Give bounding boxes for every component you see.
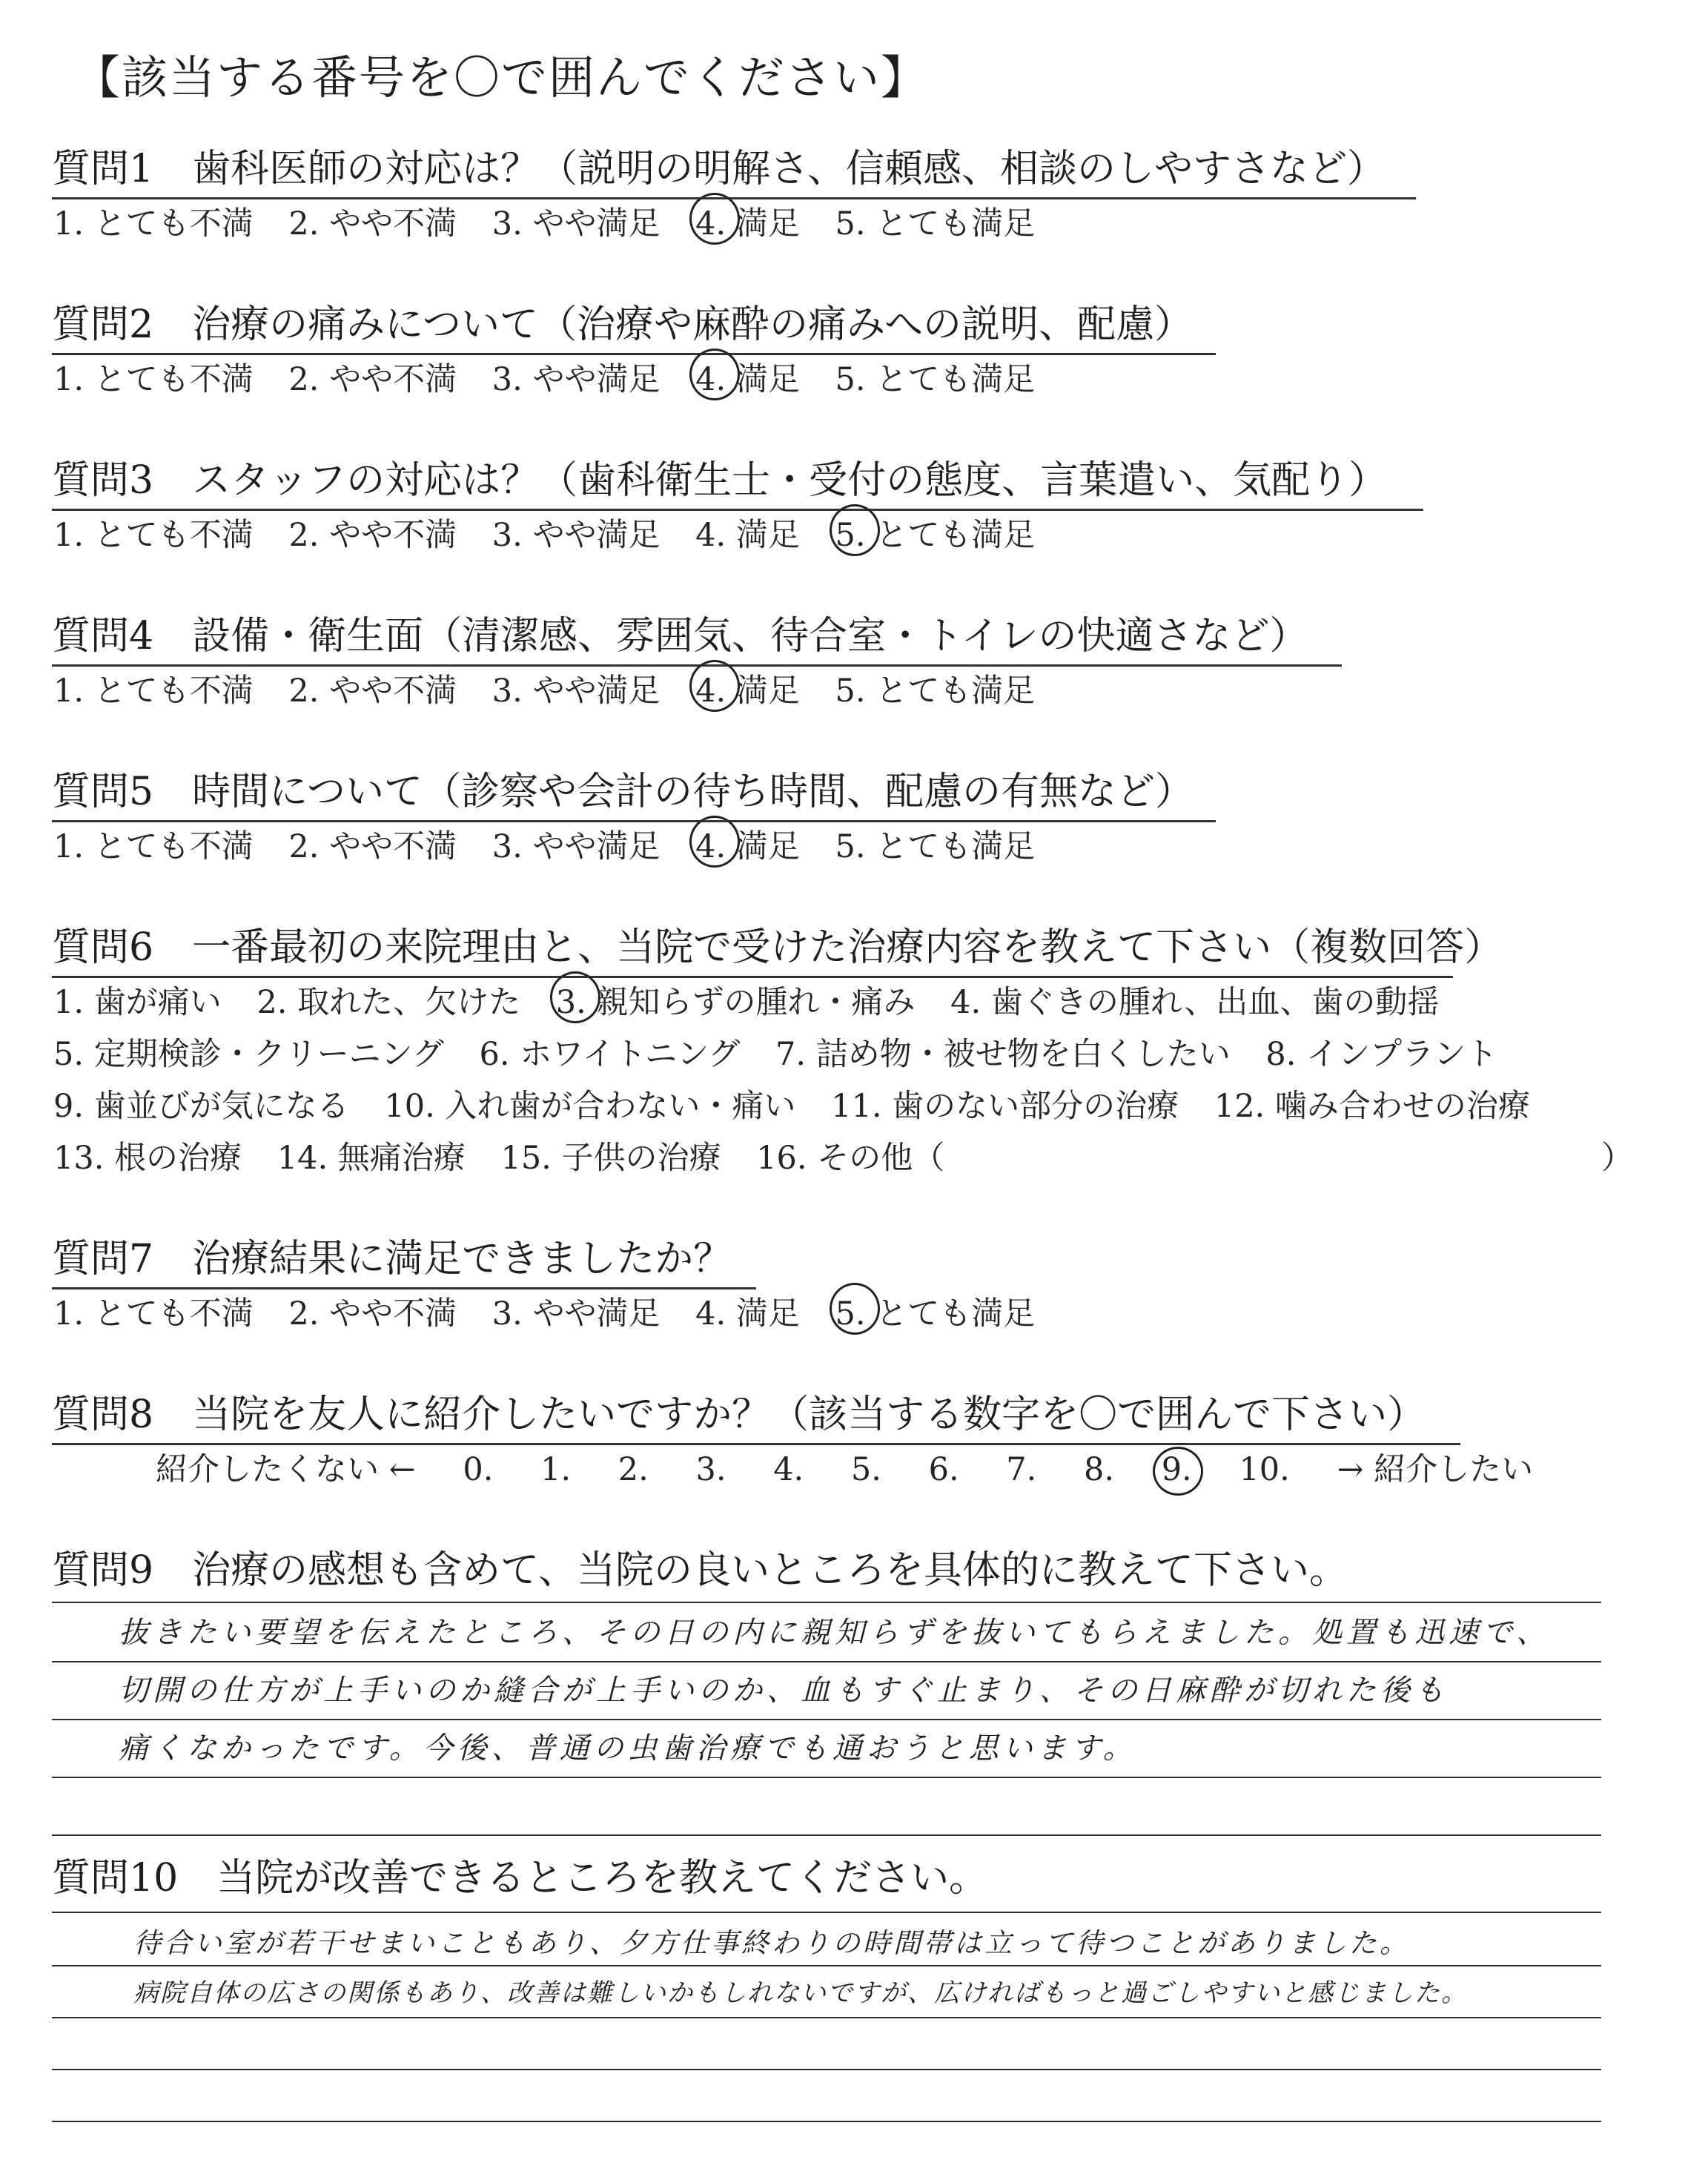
page-heading: 【該当する番号を〇で囲んでください】: [74, 50, 929, 105]
q3-option-1[interactable]: 1. とても不満: [53, 517, 254, 554]
q8-left-label: 紹介したくない ←: [156, 1451, 416, 1488]
q6-option-2[interactable]: 2. 取れた、欠けた: [256, 984, 521, 1021]
q6-option-14[interactable]: 14. 無痛治療: [277, 1140, 466, 1177]
q3-option-5-selected[interactable]: 5. とても満足: [835, 510, 1036, 555]
q7-option-3[interactable]: 3. やや満足: [491, 1295, 661, 1332]
q1-option-4-selected[interactable]: 4. 満足: [695, 199, 800, 244]
q6-option-15[interactable]: 15. 子供の治療: [500, 1140, 721, 1177]
q5-option-3[interactable]: 3. やや満足: [491, 828, 661, 865]
q8-scale-6[interactable]: 6.: [928, 1451, 959, 1488]
question-4-options: [53, 666, 1060, 711]
q9-writing-line-4: [52, 1777, 1601, 1778]
question-3-title: 質問3 スタッフの対応は？（歯科衛生士・受付の態度、言葉遣い、気配り）: [52, 449, 1423, 511]
q6-option-1[interactable]: 1. 歯が痛い: [53, 984, 222, 1021]
q9-answer-line-3: 痛くなかったです。今後、普通の虫歯治療でも通おうと思います。: [119, 1731, 1137, 1766]
question-2-title: 質問2 治療の痛みについて（治療や麻酔の痛みへの説明、配慮）: [52, 293, 1216, 355]
question-5-title: 質問5 時間について（診察や会計の待ち時間、配慮の有無など）: [52, 760, 1216, 822]
q10-answer-line-2: 病院自体の広さの関係もあり、改善は難しいかもしれないですが、広ければもっと過ごしやすいと感じました。: [133, 1978, 1468, 2008]
q4-option-4-selected[interactable]: 4. 満足: [695, 666, 800, 711]
question-9-title: 質問9 治療の感想も含めて、当院の良いところを具体的に教えて下さい。: [52, 1548, 1348, 1593]
q7-option-2[interactable]: 2. やや不満: [288, 1295, 457, 1332]
q1-option-1[interactable]: 1. とても不満: [53, 205, 254, 242]
q6-option-9[interactable]: 9. 歯並びが気になる: [53, 1088, 349, 1125]
question-6-title: 質問6 一番最初の来院理由と、当院で受けた治療内容を教えて下さい（複数回答）: [52, 916, 1453, 978]
q4-option-1[interactable]: 1. とても不満: [53, 673, 254, 710]
q6-option-11[interactable]: 11. 歯のない部分の治療: [831, 1088, 1179, 1125]
question-6-row-3: [53, 1081, 1555, 1126]
question-7-title: 質問7 治療結果に満足できましたか？: [52, 1227, 756, 1289]
q8-scale-5[interactable]: 5.: [850, 1451, 881, 1488]
q10-answer-line-1: 待合い室が若干せまいこともあり、夕方仕事終わりの時間帯は立って待つことがありました。: [133, 1927, 1410, 1959]
q1-option-3[interactable]: 3. やや満足: [491, 205, 661, 242]
q6-option-10[interactable]: 10. 入れ歯が合わない・痛い: [384, 1088, 796, 1125]
q8-scale-8[interactable]: 8.: [1084, 1451, 1115, 1488]
q8-scale-1[interactable]: 1.: [540, 1451, 572, 1488]
q5-option-4-selected[interactable]: 4. 満足: [695, 822, 800, 867]
q4-option-2[interactable]: 2. やや不満: [288, 673, 457, 710]
q7-option-1[interactable]: 1. とても不満: [53, 1295, 254, 1332]
question-8-title: 質問8 当院を友人に紹介したいですか？（該当する数字を〇で囲んで下さい）: [52, 1383, 1460, 1445]
q8-scale-9-selected[interactable]: 9.: [1161, 1451, 1192, 1488]
question-5-options: [53, 822, 1060, 867]
q9-writing-line-2: [52, 1661, 1601, 1662]
q1-option-2[interactable]: 2. やや不満: [288, 205, 457, 242]
q4-option-5[interactable]: 5. とても満足: [835, 673, 1036, 710]
question-8-scale: [156, 1444, 1570, 1490]
q2-option-5[interactable]: 5. とても満足: [835, 361, 1036, 398]
q6-option-16-other[interactable]: 16. その他（: [756, 1140, 945, 1177]
q8-scale-3[interactable]: 3.: [695, 1451, 726, 1488]
q10-writing-line-5: [52, 2121, 1601, 2122]
q6-other-close-paren: ）: [1601, 1140, 1633, 1177]
q9-writing-line-3: [52, 1719, 1601, 1720]
question-3-options: [53, 510, 1060, 555]
q3-option-2[interactable]: 2. やや不満: [288, 517, 457, 554]
question-6-row-4: [53, 1133, 970, 1178]
q8-scale-10[interactable]: 10.: [1239, 1451, 1290, 1488]
q1-option-5[interactable]: 5. とても満足: [835, 205, 1036, 242]
q4-option-3[interactable]: 3. やや満足: [491, 673, 661, 710]
q3-option-4[interactable]: 4. 満足: [695, 517, 800, 554]
q9-answer-line-2: 切開の仕方が上手いのか縫合が上手いのか、血もすぐ止まり、その日麻酔が切れた後も: [119, 1674, 1449, 1708]
q8-right-label: → 紹介したい: [1337, 1451, 1534, 1488]
question-6-row-2: [53, 1029, 1523, 1074]
q6-option-3-selected[interactable]: 3. 親知らずの腫れ・痛み: [556, 977, 916, 1023]
q6-option-4[interactable]: 4. 歯ぐきの腫れ、出血、歯の動揺: [950, 984, 1440, 1021]
q8-scale-0[interactable]: 0.: [463, 1451, 494, 1488]
question-6-row-1: [53, 977, 1464, 1023]
q8-scale-4[interactable]: 4.: [773, 1451, 804, 1488]
q6-option-5[interactable]: 5. 定期検診・クリーニング: [53, 1036, 444, 1073]
q9-answer-line-1: 抜きたい要望を伝えたところ、その日の内に親知らずを抜いてもらえました。処置も迅速で、: [119, 1616, 1551, 1650]
q6-option-12[interactable]: 12. 噛み合わせの治療: [1214, 1088, 1530, 1125]
question-1-options: [53, 199, 1060, 244]
q10-writing-line-4: [52, 2069, 1601, 2070]
q9-writing-line-1: [52, 1602, 1601, 1603]
q5-option-2[interactable]: 2. やや不満: [288, 828, 457, 865]
question-2-options: [53, 354, 1060, 400]
q8-scale-7[interactable]: 7.: [1006, 1451, 1037, 1488]
q10-writing-line-3: [52, 2017, 1601, 2018]
q2-option-1[interactable]: 1. とても不満: [53, 361, 254, 398]
q6-option-7[interactable]: 7. 詰め物・被せ物を白くしたい: [775, 1036, 1231, 1073]
q7-option-4[interactable]: 4. 満足: [695, 1295, 800, 1332]
q2-option-2[interactable]: 2. やや不満: [288, 361, 457, 398]
q10-writing-line-1: [52, 1912, 1601, 1913]
q5-option-1[interactable]: 1. とても不満: [53, 828, 254, 865]
q3-option-3[interactable]: 3. やや満足: [491, 517, 661, 554]
question-1-title: 質問1 歯科医師の対応は？（説明の明解さ、信頼感、相談のしやすさなど）: [52, 137, 1416, 199]
q2-option-3[interactable]: 3. やや満足: [491, 361, 661, 398]
q6-option-8[interactable]: 8. インプラント: [1265, 1036, 1498, 1073]
q5-option-5[interactable]: 5. とても満足: [835, 828, 1036, 865]
q10-writing-line-2: [52, 1965, 1601, 1966]
question-4-title: 質問4 設備・衛生面（清潔感、雰囲気、待合室・トイレの快適さなど）: [52, 604, 1342, 667]
q2-option-4-selected[interactable]: 4. 満足: [695, 354, 800, 400]
q9-writing-line-5: [52, 1834, 1601, 1836]
q6-option-13[interactable]: 13. 根の治療: [53, 1140, 242, 1177]
q6-option-6[interactable]: 6. ホワイトニング: [479, 1036, 741, 1073]
q7-option-5-selected[interactable]: 5. とても満足: [835, 1289, 1036, 1334]
q8-scale-2[interactable]: 2.: [618, 1451, 649, 1488]
question-7-options: [53, 1289, 1060, 1334]
question-10-title: 質問10 当院が改善できるところを教えてください。: [52, 1856, 988, 1900]
